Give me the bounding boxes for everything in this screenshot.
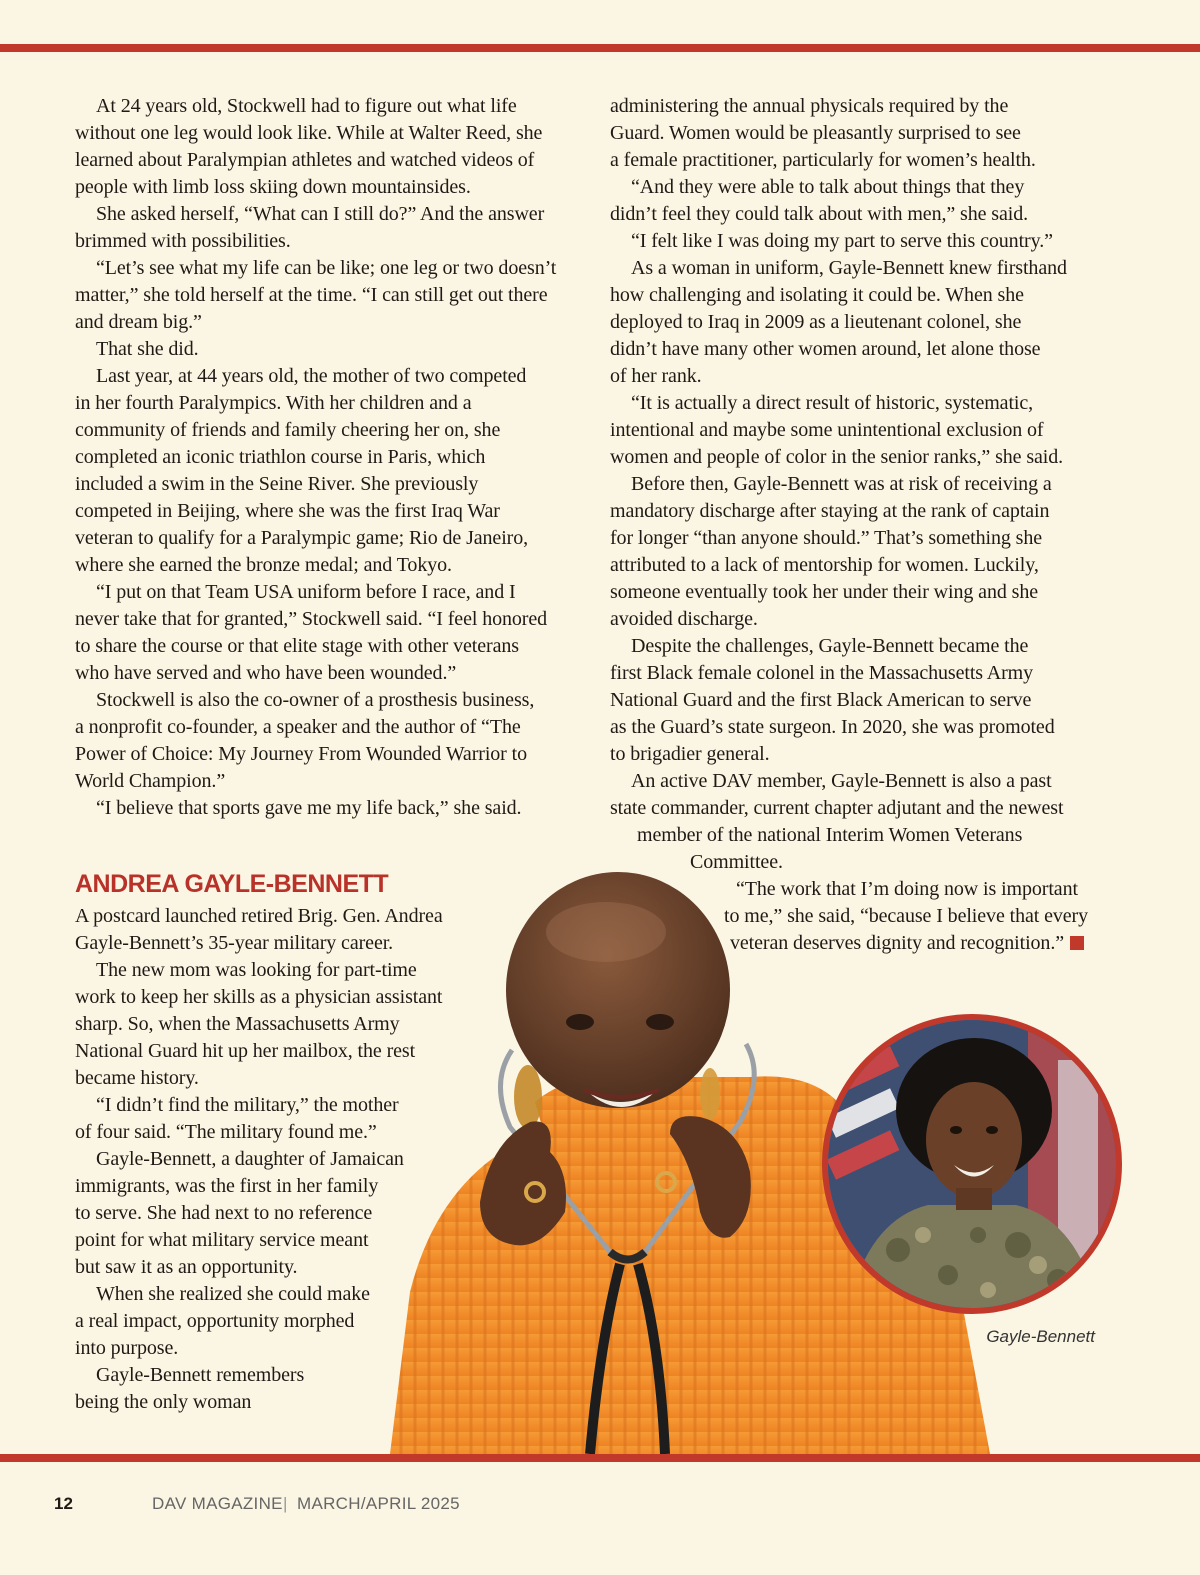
text-line-content: member of the national Interim Women Veterans bbox=[637, 824, 1023, 846]
text-line bbox=[75, 525, 585, 552]
text-line-content: as the Guard’s state surgeon. In 2020, she was promoted bbox=[610, 716, 1055, 738]
text-line bbox=[610, 174, 1120, 201]
text-line bbox=[75, 1335, 485, 1362]
text-line bbox=[610, 417, 1120, 444]
text-line-content: “I believe that sports gave me my life back,” she said. bbox=[96, 797, 522, 819]
text-line bbox=[75, 903, 485, 930]
text-line-content: immigrants, was the first in her family bbox=[75, 1175, 379, 1197]
text-line-content: community of friends and family cheering her on, she bbox=[75, 419, 501, 441]
footer-magazine-name: DAV MAGAZINE bbox=[152, 1494, 283, 1513]
text-line-content: sharp. So, when the Massachusetts Army bbox=[75, 1013, 400, 1035]
text-line-content: first Black female colonel in the Massachusetts Army bbox=[610, 662, 1034, 684]
text-line bbox=[75, 768, 585, 795]
text-line-content: Gayle-Bennett, a daughter of Jamaican bbox=[96, 1148, 404, 1170]
text-line-content: in her fourth Paralympics. With her children and a bbox=[75, 392, 472, 414]
footer-issue-date: MARCH/APRIL 2025 bbox=[297, 1494, 460, 1513]
text-line-content: mandatory discharge after staying at the rank of captain bbox=[610, 500, 1050, 522]
text-line-content: attributed to a lack of mentorship for women. Luckily, bbox=[610, 554, 1039, 576]
text-line bbox=[75, 660, 585, 687]
top-rule bbox=[0, 44, 1200, 52]
text-line bbox=[75, 93, 585, 120]
text-line-content: of her rank. bbox=[610, 365, 702, 387]
text-line bbox=[610, 228, 1120, 255]
footer-separator: | bbox=[283, 1494, 288, 1513]
text-line-content: An active DAV member, Gayle-Bennett is also a past bbox=[631, 770, 1052, 792]
text-line-content: but saw it as an opportunity. bbox=[75, 1256, 298, 1278]
text-line-content: where she earned the bronze medal; and Tokyo. bbox=[75, 554, 452, 576]
text-line bbox=[610, 201, 1120, 228]
text-line bbox=[75, 957, 485, 984]
text-line-content: women and people of color in the senior ranks,” she said. bbox=[610, 446, 1064, 468]
text-line bbox=[75, 1065, 485, 1092]
text-line-content: administering the annual physicals required by the bbox=[610, 95, 1009, 117]
text-line-content: World Champion.” bbox=[75, 770, 226, 792]
text-line-content: completed an iconic triathlon course in Paris, which bbox=[75, 446, 486, 468]
text-line bbox=[75, 930, 485, 957]
text-line bbox=[610, 795, 1120, 822]
end-of-story-mark bbox=[1070, 936, 1084, 950]
text-line bbox=[610, 120, 1120, 147]
text-line bbox=[610, 552, 1120, 579]
text-line bbox=[610, 498, 1120, 525]
page-number: 12 bbox=[54, 1494, 73, 1513]
text-line bbox=[610, 525, 1120, 552]
text-line bbox=[75, 201, 585, 228]
text-line-content: Last year, at 44 years old, the mother of two competed bbox=[96, 365, 527, 387]
text-line-content: a nonprofit co-founder, a speaker and the author of “The bbox=[75, 716, 521, 738]
text-line-content: “I felt like I was doing my part to serve this country.” bbox=[631, 230, 1053, 252]
text-line bbox=[75, 687, 585, 714]
bottom-rule bbox=[0, 1454, 1200, 1462]
text-line bbox=[75, 147, 585, 174]
text-line-content: didn’t have many other women around, let alone those bbox=[610, 338, 1041, 360]
text-line bbox=[610, 741, 1120, 768]
text-line-content: “I didn’t find the military,” the mother bbox=[96, 1094, 399, 1116]
text-line bbox=[75, 633, 585, 660]
text-line-content: Before then, Gayle-Bennett was at risk of receiving a bbox=[631, 473, 1052, 495]
text-line-content: “And they were able to talk about things that they bbox=[631, 176, 1025, 198]
text-line-content: Committee. bbox=[690, 851, 783, 873]
text-line bbox=[75, 336, 585, 363]
photo-caption: Gayle-Bennett bbox=[986, 1327, 1095, 1346]
text-line-content: a real impact, opportunity morphed bbox=[75, 1310, 355, 1332]
text-line-content: National Guard hit up her mailbox, the rest bbox=[75, 1040, 416, 1062]
text-line-content: for longer “than anyone should.” That’s something she bbox=[610, 527, 1043, 549]
text-line-content: Despite the challenges, Gayle-Bennett became the bbox=[631, 635, 1029, 657]
text-line-content: That she did. bbox=[96, 338, 199, 360]
text-line bbox=[75, 714, 585, 741]
text-line bbox=[75, 606, 585, 633]
text-line bbox=[75, 1362, 485, 1389]
text-line-content: Gayle-Bennett’s 35-year military career. bbox=[75, 932, 394, 954]
text-line-content: being the only woman bbox=[75, 1391, 252, 1413]
text-line-content: of four said. “The military found me.” bbox=[75, 1121, 377, 1143]
text-line-content: veteran to qualify for a Paralympic game; Rio de Janeiro, bbox=[75, 527, 529, 549]
text-line-content: people with limb loss skiing down mountainsides. bbox=[75, 176, 471, 198]
text-line-content: to share the course or that elite stage with other veterans bbox=[75, 635, 519, 657]
text-line-content: someone eventually took her under their wing and she bbox=[610, 581, 1039, 603]
text-line-content: intentional and maybe some unintentional exclusion of bbox=[610, 419, 1044, 441]
text-line-content: “The work that I’m doing now is important bbox=[736, 878, 1078, 900]
text-line bbox=[75, 1119, 485, 1146]
text-line bbox=[610, 390, 1120, 417]
text-line-content: became history. bbox=[75, 1067, 199, 1089]
text-line bbox=[75, 1146, 485, 1173]
text-line bbox=[75, 228, 585, 255]
text-line bbox=[610, 606, 1120, 633]
text-line bbox=[610, 768, 1120, 795]
article-column-right bbox=[610, 93, 1120, 957]
text-line-content: without one leg would look like. While at Walter Reed, she bbox=[75, 122, 543, 144]
text-line bbox=[75, 1389, 485, 1416]
text-line bbox=[75, 174, 585, 201]
text-line bbox=[75, 363, 585, 390]
text-line bbox=[610, 687, 1120, 714]
text-line bbox=[75, 255, 585, 282]
text-line bbox=[75, 795, 585, 822]
text-line-content: didn’t feel they could talk about with men,” she said. bbox=[610, 203, 1029, 225]
text-line bbox=[75, 1281, 485, 1308]
text-line bbox=[610, 822, 1120, 849]
text-line bbox=[75, 1038, 485, 1065]
text-line bbox=[610, 714, 1120, 741]
text-line bbox=[75, 120, 585, 147]
text-line-content: At 24 years old, Stockwell had to figure out what life bbox=[96, 95, 517, 117]
text-line-content: Stockwell is also the co-owner of a prosthesis business, bbox=[96, 689, 535, 711]
text-line-content: learned about Paralympian athletes and watched videos of bbox=[75, 149, 535, 171]
text-line-content: “Let’s see what my life can be like; one leg or two doesn’t bbox=[96, 257, 557, 279]
text-line-content: Guard. Women would be pleasantly surprised to see bbox=[610, 122, 1021, 144]
text-line bbox=[610, 633, 1120, 660]
text-line-content: state commander, current chapter adjutant and the newest bbox=[610, 797, 1064, 819]
text-line-content: veteran deserves dignity and recognition.” bbox=[730, 932, 1065, 954]
text-line bbox=[610, 255, 1120, 282]
text-line bbox=[610, 282, 1120, 309]
text-line bbox=[75, 1200, 485, 1227]
text-line-content: She asked herself, “What can I still do?” And the answer bbox=[96, 203, 545, 225]
text-line bbox=[75, 282, 585, 309]
text-line bbox=[75, 579, 585, 606]
text-line-content: into purpose. bbox=[75, 1337, 179, 1359]
text-line-content: included a swim in the Seine River. She previously bbox=[75, 473, 479, 495]
text-line bbox=[75, 1011, 485, 1038]
text-line bbox=[610, 363, 1120, 390]
text-line-content: avoided discharge. bbox=[610, 608, 758, 630]
text-line-content: to brigadier general. bbox=[610, 743, 770, 765]
inset-portrait-uniform-photo bbox=[822, 1014, 1122, 1314]
text-line bbox=[75, 444, 585, 471]
text-line-content: National Guard and the first Black American to serve bbox=[610, 689, 1032, 711]
text-line-content: never take that for granted,” Stockwell said. “I feel honored bbox=[75, 608, 548, 630]
text-line bbox=[75, 1173, 485, 1200]
text-line-content: A postcard launched retired Brig. Gen. Andrea bbox=[75, 905, 443, 927]
text-line bbox=[75, 417, 585, 444]
text-line bbox=[610, 147, 1120, 174]
text-line bbox=[75, 471, 585, 498]
text-line-content: matter,” she told herself at the time. “I can still get out there bbox=[75, 284, 548, 306]
text-line-content: The new mom was looking for part-time bbox=[96, 959, 417, 981]
text-line-content: point for what military service meant bbox=[75, 1229, 369, 1251]
text-line-content: brimmed with possibilities. bbox=[75, 230, 291, 252]
text-line-content: “It is actually a direct result of historic, systematic, bbox=[631, 392, 1034, 414]
text-line-content: and dream big.” bbox=[75, 311, 202, 333]
article-column-bottom bbox=[75, 903, 485, 1416]
text-line bbox=[75, 1254, 485, 1281]
text-line-content: a female practitioner, particularly for women’s health. bbox=[610, 149, 1036, 171]
text-line-content: to serve. She had next to no reference bbox=[75, 1202, 373, 1224]
text-line bbox=[75, 1227, 485, 1254]
text-line-content: “I put on that Team USA uniform before I race, and I bbox=[96, 581, 516, 603]
text-line-content: how challenging and isolating it could be. When she bbox=[610, 284, 1024, 306]
text-line-content: As a woman in uniform, Gayle-Bennett knew firsthand bbox=[631, 257, 1067, 279]
text-line bbox=[610, 660, 1120, 687]
text-line bbox=[610, 579, 1120, 606]
text-line bbox=[610, 309, 1120, 336]
text-line-content: competed in Beijing, where she was the first Iraq War bbox=[75, 500, 500, 522]
text-line-content: to me,” she said, “because I believe that every bbox=[724, 905, 1089, 927]
text-line bbox=[75, 390, 585, 417]
text-line bbox=[610, 93, 1120, 120]
article-column-left bbox=[75, 93, 585, 822]
text-line bbox=[75, 552, 585, 579]
text-line bbox=[75, 984, 485, 1011]
text-line bbox=[610, 336, 1120, 363]
text-line-content: work to keep her skills as a physician assistant bbox=[75, 986, 443, 1008]
text-line bbox=[610, 471, 1120, 498]
text-line bbox=[75, 1308, 485, 1335]
text-line-content: When she realized she could make bbox=[96, 1283, 370, 1305]
text-line bbox=[75, 1092, 485, 1119]
text-line-content: Power of Choice: My Journey From Wounded Warrior to bbox=[75, 743, 527, 765]
text-line-content: deployed to Iraq in 2009 as a lieutenant colonel, she bbox=[610, 311, 1022, 333]
text-line bbox=[75, 741, 585, 768]
section-heading: ANDREA GAYLE-BENNETT bbox=[75, 870, 389, 898]
text-line-content: Gayle-Bennett remembers bbox=[96, 1364, 305, 1386]
text-line-content: who have served and who have been wounded.” bbox=[75, 662, 457, 684]
text-line bbox=[610, 444, 1120, 471]
text-line bbox=[75, 309, 585, 336]
text-line bbox=[75, 498, 585, 525]
